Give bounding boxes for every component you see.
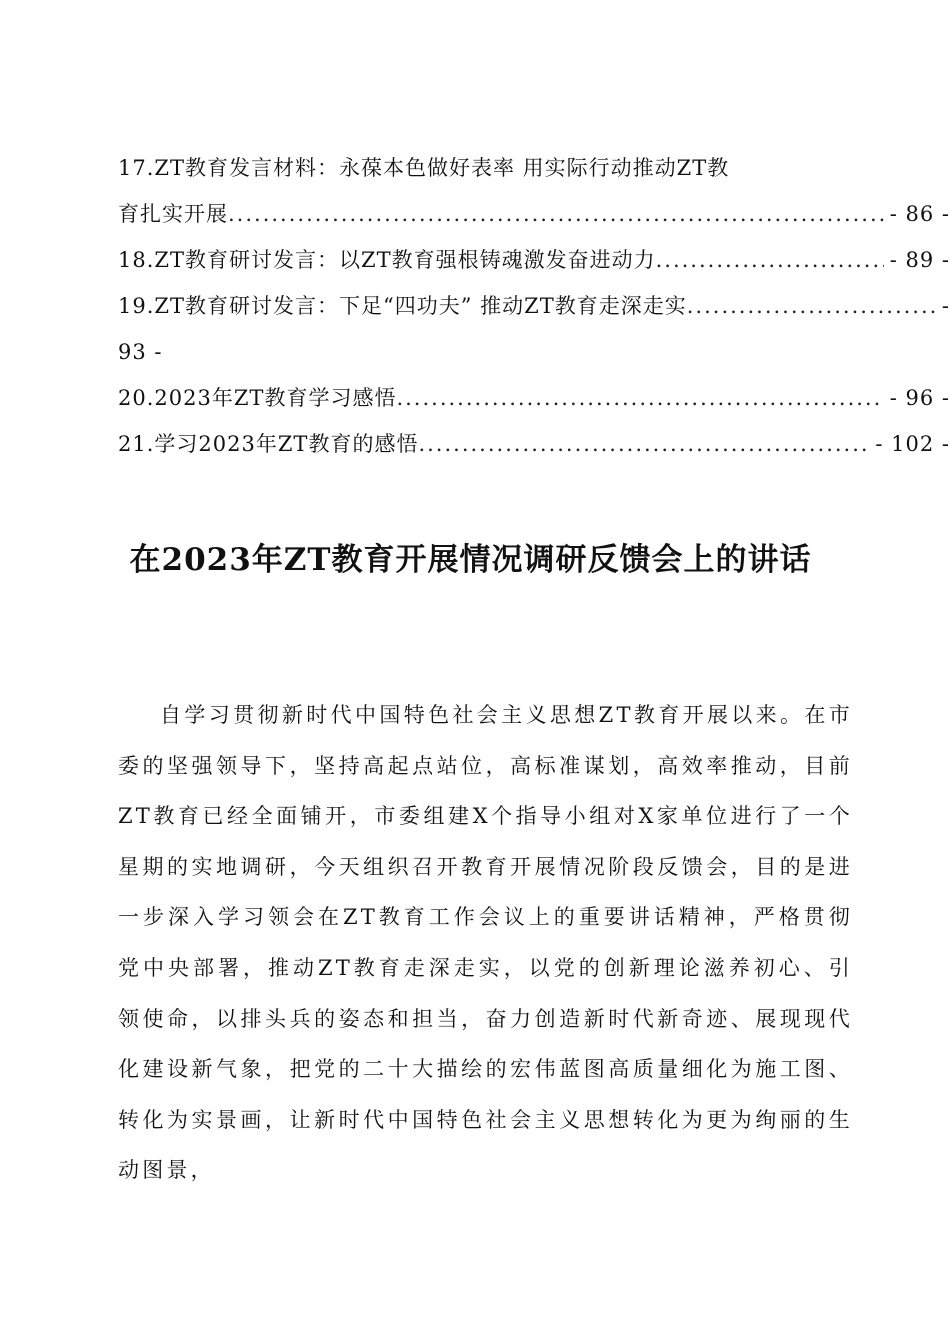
toc-leader-dots [396, 375, 883, 421]
toc-entry[interactable] [118, 191, 950, 237]
toc-page-number: - 102 - [875, 432, 950, 456]
toc-entry[interactable] [118, 237, 950, 283]
toc-entry-title: 21.学习2023年ZT教育的感悟 [118, 432, 419, 456]
toc-leader-dots [656, 237, 884, 283]
toc-entry-title: 19.ZT教育研讨发言：下足“四功夫” 推动ZT教育走深走实 [118, 294, 687, 318]
speech-title: 在2023年ZT教育开展情况调研反馈会上的讲话 [129, 542, 812, 578]
toc-leader-dots [418, 421, 869, 467]
toc-page-number: - 86 - [889, 202, 950, 226]
toc-leader-dots [687, 283, 936, 329]
toc-entry-title: 17.ZT教育发言材料：永葆本色做好表率 用实际行动推动ZT教 [118, 156, 730, 180]
toc-entry[interactable] [118, 145, 950, 191]
speech-body-paragraph: 自学习贯彻新时代中国特色社会主义思想ZT教育开展以来。在市委的坚强领导下，坚持高起点站位，高标准谋划，高效率推动，目前ZT教育已经全面铺开，市委组建X个指导小组对X家单位进行了一个星期的实地调研，今天组织召开教育开展情况阶段反馈会，目的是进一步深入学习领会在ZT教育工作会议上的重要讲话精神，严格贯彻党中央部署，推动ZT教育走深走实，以党的创新理论滋养初心、引领使命，以排头兵的姿态和担当，奋力创造新时代新奇迹、展现现代化建设新气象，把党的二十大描绘的宏伟蓝图高质量细化为施工图、转化为实景画，让新时代中国特色社会主义思想转化为更为绚丽的生动图景， [118, 703, 853, 1183]
toc-page-number: - [941, 294, 950, 318]
toc-entry-title: 育扎实开展 [118, 202, 228, 226]
toc-page-number: - 96 - [889, 386, 950, 410]
toc-entry[interactable] [118, 375, 950, 421]
toc-entry[interactable] [118, 421, 950, 467]
toc-entry-title: 18.ZT教育研讨发言：以ZT教育强根铸魂激发奋进动力 [118, 248, 656, 272]
toc-page-number: - 89 - [889, 248, 950, 272]
toc-entry-title: 20.2023年ZT教育学习感悟 [118, 386, 397, 410]
table-of-contents [118, 145, 950, 467]
toc-entry[interactable] [118, 329, 950, 375]
toc-leader-dots [228, 191, 884, 237]
toc-entry-title: 93 - [118, 340, 163, 364]
toc-entry[interactable] [118, 283, 950, 329]
